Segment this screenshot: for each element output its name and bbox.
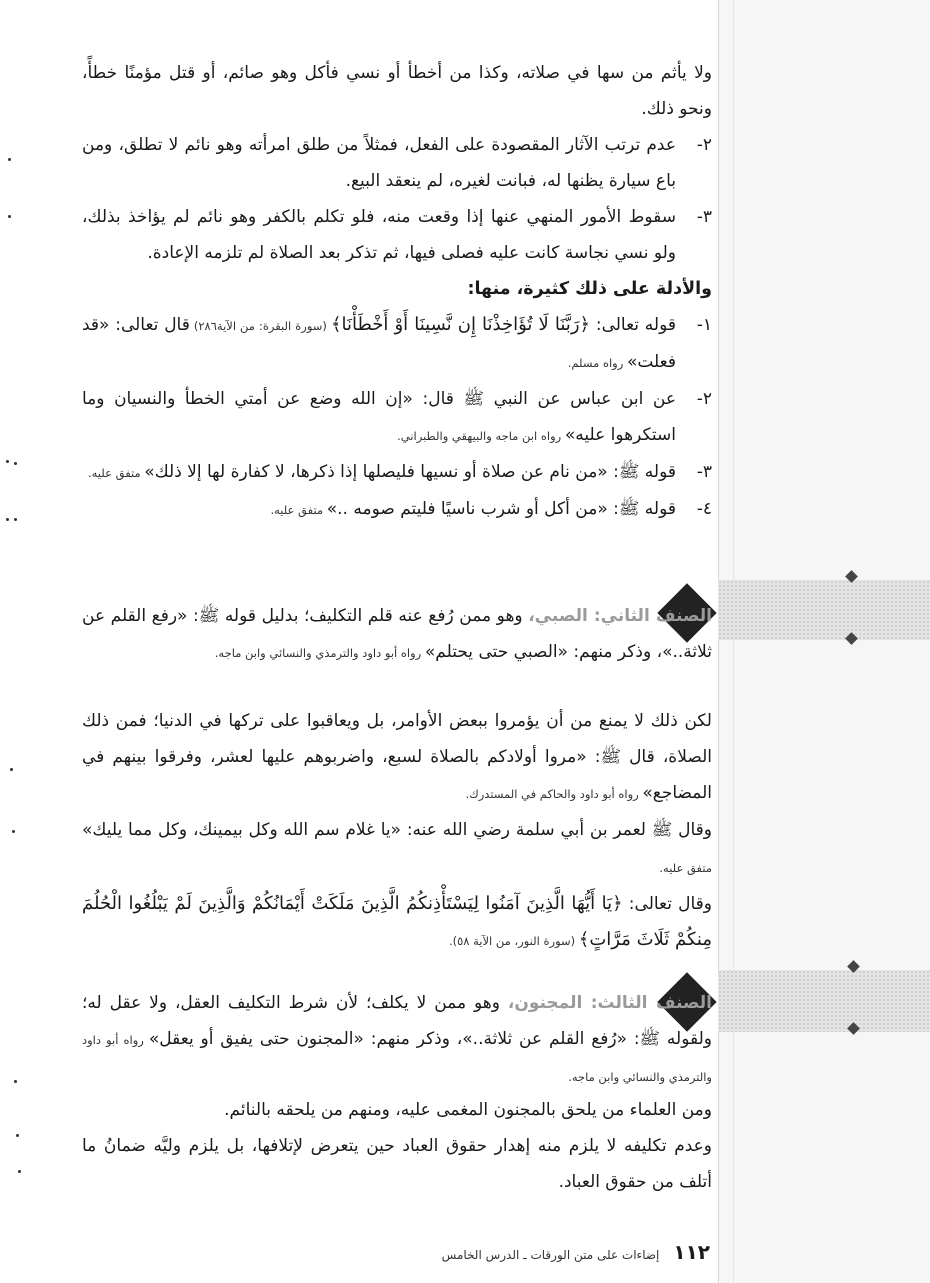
- source-citation: رواه أبو داود والترمذي والنسائي وابن ماجه.: [214, 646, 425, 660]
- body-paragraph: وعدم تكليفه لا يلزم منه إهدار حقوق العباد حين يتعرض لإتلافها، بل يلزم وليَّه ضمانُ ما أتلف من حقوق العباد.: [82, 1136, 712, 1192]
- page-footer: [430, 1240, 710, 1264]
- source-citation: متفق عليه.: [87, 466, 145, 480]
- item-number: ٢-: [696, 135, 712, 155]
- paragraph-text: لكن ذلك لا يمنع من أن يؤمروا ببعض الأوامر، بل ويعاقبوا على تركها في الدنيا؛ فمن ذلك الصلاة، قال ﷺ: «مروا أولادكم بالصلاة لسبع، واضربوهم عليها لعشر، وفرقوا بينهم في المضاجع»: [82, 711, 712, 803]
- source-citation: متفق عليه.: [659, 861, 712, 875]
- section-label: الصنف الثاني: الصبي،: [528, 606, 712, 626]
- body-paragraph: [82, 812, 712, 886]
- section-text: وهو ممن لا يكلف؛ لأن شرط التكليف العقل، ولا عقل له؛ ولقوله ﷺ: «رُفع القلم عن ثلاثة..»، وذكر منهم: «المجنون حتى يفيق أو يعقل»: [82, 993, 712, 1049]
- evidence-item: [82, 491, 712, 528]
- item-number: ٤-: [696, 499, 712, 519]
- section-marker-band: [718, 970, 930, 1032]
- margin-mark: [6, 518, 9, 521]
- margin-mark: [6, 460, 9, 463]
- margin-mark: [8, 158, 11, 161]
- paragraph-text: وقال تعالى:: [622, 894, 712, 914]
- quran-verse: ﴿يَا أَيُّهَا الَّذِينَ آمَنُوا لِيَسْتَأْذِنكُمُ الَّذِينَ مَلَكَتْ أَيْمَانُكُمْ وَالَّذِينَ لَمْ يَبْلُغُوا الْحُلُمَ مِنكُمْ ثَلَاثَ مَرَّاتٍ﴾: [82, 893, 712, 950]
- margin-mark: [12, 830, 15, 833]
- body-paragraph: [82, 703, 712, 812]
- source-citation: رواه ابن ماجه والبيهقي والطبراني.: [397, 429, 565, 443]
- item-text: قوله ﷺ: «من نام عن صلاة أو نسيها فليصلها إذا ذكرها، لا كفارة لها إلا ذلك»: [144, 462, 676, 482]
- section-two-body: [82, 703, 712, 959]
- source-citation: رواه أبو داود والحاكم في المستدرك.: [465, 787, 643, 801]
- margin-mark: [10, 768, 13, 771]
- margin-mark: [14, 462, 17, 465]
- margin-mark: [14, 518, 17, 521]
- paragraph-text: وقال ﷺ لعمر بن أبي سلمة رضي الله عنه: «يا غلام سم الله وكل بيمينك، وكل مما يليك»: [82, 820, 712, 840]
- margin-mark: [14, 1080, 17, 1083]
- item-number: ٣-: [696, 207, 712, 227]
- source-citation: رواه مسلم.: [567, 356, 627, 370]
- source-citation: (سورة النور، من الآية ٥٨).: [448, 934, 579, 948]
- section-three-body: [82, 1092, 712, 1200]
- margin-band: [718, 0, 930, 1283]
- item-text: قوله ﷺ: «من أكل أو شرب ناسيًا فليتم صومه ..»: [326, 499, 676, 519]
- evidence-item: [82, 454, 712, 491]
- section-three: [82, 985, 712, 1095]
- item-text: سقوط الأمور المنهي عنها إذا وقعت منه، فلو تكلم بالكفر وهو نائم لم يؤاخذ بذلك، ولو نسي نجاسة كانت عليه فصلى فيها، ثم تذكر بعد الصلاة لم تلزمه الإعادة.: [82, 207, 676, 263]
- item-number: ٢-: [696, 389, 712, 409]
- effect-item: [82, 127, 712, 199]
- margin-mark: [16, 1134, 19, 1137]
- effect-item: [82, 199, 712, 271]
- item-number: ١-: [696, 315, 712, 335]
- evidence-item: [82, 381, 712, 454]
- evidence-heading: والأدلة على ذلك كثيرة، منها:: [467, 279, 712, 299]
- body-paragraph: ومن العلماء من يلحق بالمجنون المغمى عليه، ومنهم من يلحقه بالنائم.: [224, 1100, 712, 1120]
- item-text: قوله تعالى:: [590, 315, 677, 335]
- section-label: الصنف الثالث: المجنون،: [507, 993, 712, 1013]
- source-citation: متفق عليه.: [270, 503, 327, 517]
- item-text: عن ابن عباس عن النبي ﷺ قال: «إن الله وضع عن أمتي الخطأ والنسيان وما استكرهوا عليه»: [82, 389, 676, 445]
- section-three-paragraph: [82, 985, 712, 1095]
- page-number: ١١٢: [673, 1240, 710, 1264]
- item-text: عدم ترتب الآثار المقصودة على الفعل، فمثلاً من طلق امرأته وهو نائم لا تطلق، ومن باع سيارة يظنها له، فبانت لغيره، لم ينعقد البيع.: [82, 135, 676, 191]
- source-citation: (سورة البقرة: من الآية٢٨٦): [189, 319, 331, 333]
- quran-verse: ﴿رَبَّنَا لَا تُؤَاخِذْنَا إِن نَّسِينَا أَوْ أَخْطَأْنَا﴾: [330, 314, 591, 335]
- item-number: ٣-: [696, 462, 712, 482]
- margin-mark: [8, 215, 11, 218]
- main-text: [82, 55, 712, 528]
- item-text: قال تعالى: «قد فعلت»: [82, 315, 676, 372]
- section-two: [82, 598, 712, 671]
- intro-paragraph: ولا يأثم من سها في صلاته، وكذا من أخطأ أو نسي فأكل وهو صائم، أو قتل مؤمنًا خطأً، ونحو ذلك.: [82, 63, 712, 119]
- verse-paragraph: [82, 886, 712, 959]
- running-title: إضاءات على متن الورقات ـ الدرس الخامس: [441, 1248, 660, 1262]
- section-text: وهو ممن رُفع عنه قلم التكليف؛ بدليل قوله ﷺ: «رفع القلم عن ثلاثة..»، وذكر منهم: «الصبي حتى يحتلم»: [82, 606, 712, 662]
- margin-mark: [18, 1170, 21, 1173]
- section-marker-band: [718, 580, 930, 640]
- evidence-item: [82, 307, 712, 381]
- source-citation: رواه أبو داود والترمذي والنسائي وابن ماجه.: [82, 1033, 712, 1084]
- section-two-paragraph: [82, 598, 712, 671]
